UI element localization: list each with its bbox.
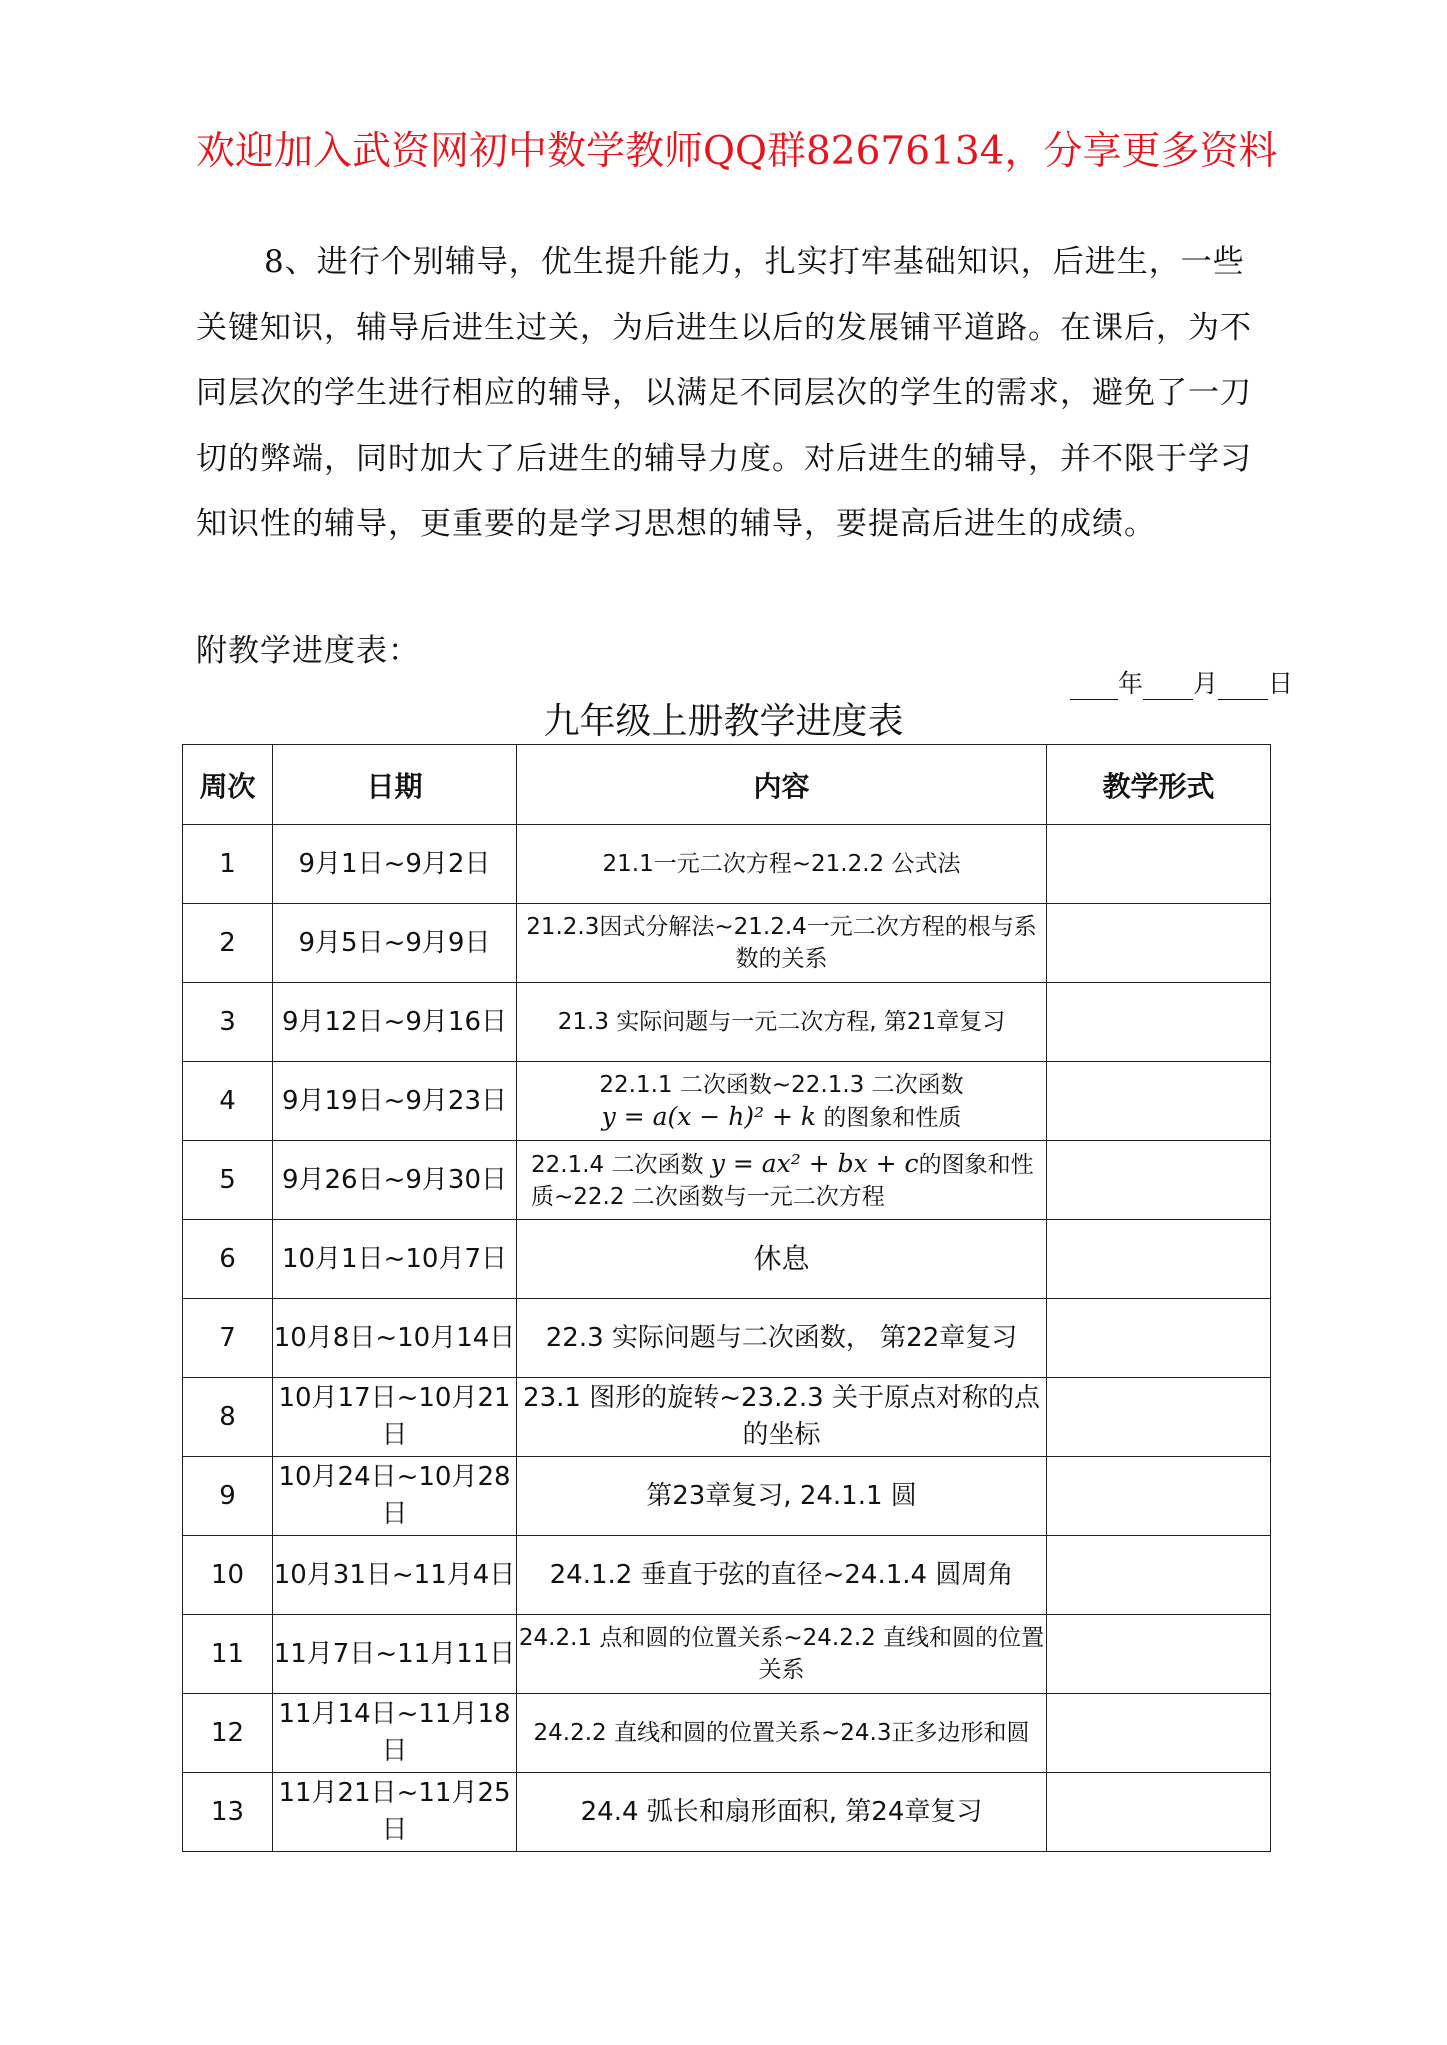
cell-date: 9月5日~9月9日 — [273, 904, 517, 983]
cell-week: 10 — [183, 1536, 273, 1615]
cell-week: 12 — [183, 1694, 273, 1773]
cell-week: 11 — [183, 1615, 273, 1694]
cell-form — [1047, 1536, 1271, 1615]
cell-date: 10月8日~10月14日 — [273, 1299, 517, 1378]
cell-form — [1047, 1299, 1271, 1378]
day-label: 日 — [1268, 669, 1294, 698]
year-label: 年 — [1118, 669, 1144, 698]
cell-date: 10月17日~10月21日 — [273, 1378, 517, 1457]
cell-form — [1047, 1062, 1271, 1141]
table-header-row — [183, 745, 1271, 825]
table-row — [183, 1536, 1271, 1615]
cell-form — [1047, 1615, 1271, 1694]
attachment-label: 附教学进度表： — [196, 633, 420, 669]
cell-date: 9月1日~9月2日 — [273, 825, 517, 904]
cell-date: 10月31日~11月4日 — [273, 1536, 517, 1615]
cell-content: 第23章复习, 24.1.1 圆 — [517, 1457, 1047, 1536]
cell-content: 22.3 实际问题与二次函数， 第22章复习 — [517, 1299, 1047, 1378]
cell-date: 9月12日~9月16日 — [273, 983, 517, 1062]
cell-week: 6 — [183, 1220, 273, 1299]
schedule-table — [182, 744, 1271, 1852]
cell-week: 9 — [183, 1457, 273, 1536]
table-row — [183, 1062, 1271, 1141]
table-row — [183, 1299, 1271, 1378]
cell-content: 24.2.1 点和圆的位置关系~24.2.2 直线和圆的位置关系 — [517, 1615, 1047, 1694]
cell-content — [517, 1141, 1047, 1220]
cell-form — [1047, 1694, 1271, 1773]
cell-date: 10月1日~10月7日 — [273, 1220, 517, 1299]
content-text: 22.1.1 二次函数~22.1.3 二次函数 — [599, 1071, 964, 1098]
cell-week: 7 — [183, 1299, 273, 1378]
cell-week: 1 — [183, 825, 273, 904]
table-row — [183, 904, 1271, 983]
cell-form — [1047, 1457, 1271, 1536]
cell-date: 10月24日~10月28日 — [273, 1457, 517, 1536]
cell-form — [1047, 1378, 1271, 1457]
cell-date: 11月21日~11月25日 — [273, 1773, 517, 1852]
header-form: 教学形式 — [1047, 745, 1271, 825]
table-row — [183, 1773, 1271, 1852]
table-title: 九年级上册教学进度表 — [543, 701, 904, 742]
cell-content: 24.2.2 直线和圆的位置关系~24.3正多边形和圆 — [517, 1694, 1047, 1773]
cell-content: 休息 — [517, 1220, 1047, 1299]
table-row — [183, 983, 1271, 1062]
table-row — [183, 1694, 1271, 1773]
paragraph-text: 8、进行个别辅导，优生提升能力，扎实打牢基础知识，后进生，一些关键知识，辅导后进生过关，为后进生以后的发展铺平道路。在课后，为不同层次的学生进行相应的辅导，以满足不同层次的学生的需求，避免了一刀切的弊端，同时加大了后进生的辅导力度。对后进生的辅导，并不限于学习知识性的辅导，更重要的是学习思想的辅导，要提高后进生的成绩。 — [196, 244, 1252, 542]
cell-date: 11月7日~11月11日 — [273, 1615, 517, 1694]
cell-date: 9月26日~9月30日 — [273, 1141, 517, 1220]
promo-banner: 欢迎加入武资网初中数学教师QQ群82676134，分享更多资料 — [196, 129, 1278, 174]
header-date: 日期 — [273, 745, 517, 825]
content-text: 22.1.4 二次函数 — [531, 1151, 704, 1178]
cell-form — [1047, 1220, 1271, 1299]
month-label: 月 — [1193, 669, 1219, 698]
cell-week: 5 — [183, 1141, 273, 1220]
formula-vertex: y = a(x − h)² + k — [601, 1101, 817, 1131]
header-content: 内容 — [517, 745, 1047, 825]
cell-content: 24.1.2 垂直于弦的直径~24.1.4 圆周角 — [517, 1536, 1047, 1615]
cell-week: 3 — [183, 983, 273, 1062]
body-paragraph — [196, 230, 1266, 558]
cell-content: 24.4 弧长和扇形面积, 第24章复习 — [517, 1773, 1047, 1852]
header-week: 周次 — [183, 745, 273, 825]
cell-week: 8 — [183, 1378, 273, 1457]
table-row — [183, 1220, 1271, 1299]
cell-form — [1047, 983, 1271, 1062]
cell-content: 21.3 实际问题与一元二次方程, 第21章复习 — [517, 983, 1047, 1062]
table-row — [183, 1615, 1271, 1694]
cell-content: 21.2.3因式分解法~21.2.4一元二次方程的根与系数的关系 — [517, 904, 1047, 983]
cell-date: 9月19日~9月23日 — [273, 1062, 517, 1141]
cell-date: 11月14日~11月18日 — [273, 1694, 517, 1773]
cell-form — [1047, 1141, 1271, 1220]
content-tail: 的图象和性质 — [823, 1104, 962, 1131]
table-row — [183, 1141, 1271, 1220]
cell-form — [1047, 825, 1271, 904]
table-row — [183, 1378, 1271, 1457]
cell-week: 4 — [183, 1062, 273, 1141]
table-row — [183, 825, 1271, 904]
cell-week: 2 — [183, 904, 273, 983]
cell-form — [1047, 904, 1271, 983]
content-tail: 的图象和性质~22.2 二次函数与一元二次方程 — [531, 1151, 1034, 1210]
table-row — [183, 1457, 1271, 1536]
cell-content — [517, 1062, 1047, 1141]
cell-content: 21.1一元二次方程~21.2.2 公式法 — [517, 825, 1047, 904]
cell-form — [1047, 1773, 1271, 1852]
cell-content: 23.1 图形的旋转~23.2.3 关于原点对称的点的坐标 — [517, 1378, 1047, 1457]
cell-week: 13 — [183, 1773, 273, 1852]
formula-general: y = ax² + bx + c — [710, 1148, 919, 1178]
